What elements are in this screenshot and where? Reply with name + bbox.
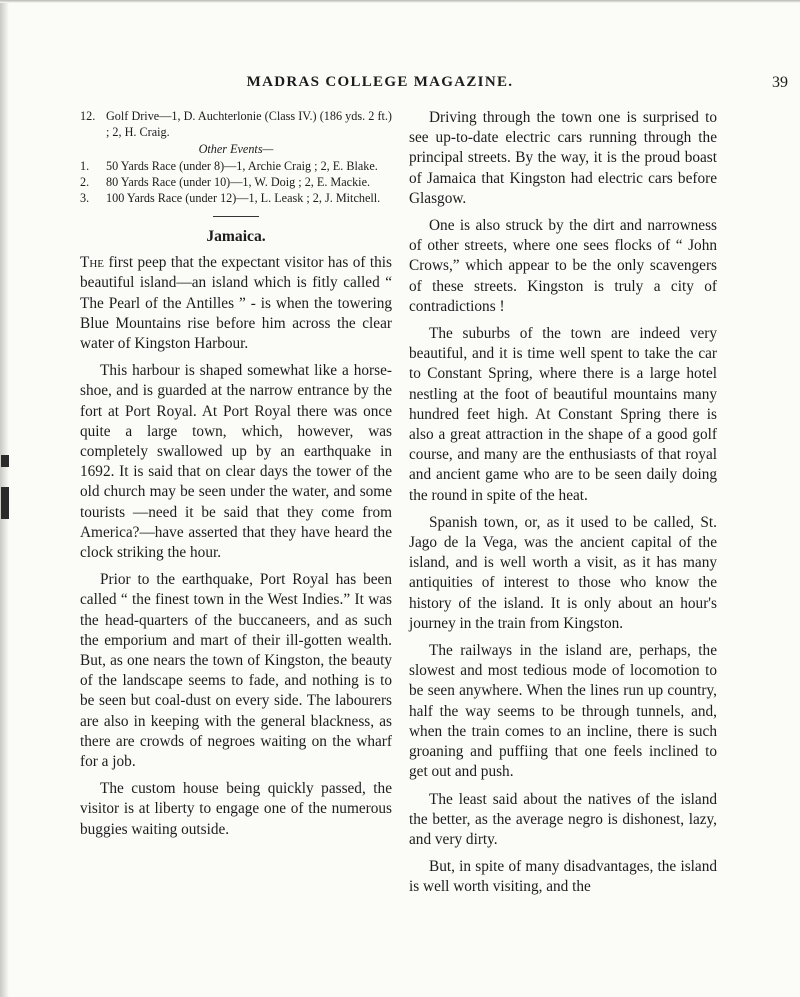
item-text: Golf Drive—1, D. Auchterlonie (Class IV.) (186 yds. 2 ft.) ; 2, H. Craig.	[106, 109, 392, 139]
page-number: 39	[772, 74, 788, 91]
item-number: 12.	[80, 109, 96, 123]
sports-result-item	[80, 174, 392, 190]
page-header	[80, 74, 796, 96]
paragraph: One is also struck by the dirt and narrowness of other streets, where one sees flocks of “ John Crows,” which appear to be the only scavengers of these streets. Kingston is truly a city of contradictions !	[409, 217, 717, 315]
section-divider	[213, 216, 259, 217]
other-events-heading: Other Events—	[198, 142, 274, 156]
opening-word: The	[80, 254, 105, 272]
paragraph: Spanish town, or, as it used to be called, St. Jago de la Vega, was the ancient capital of the island, and is well worth a visit, as it has many antiquities of interest to those who know the history of the island. It is only about an hour's journey in the train from Kingston.	[409, 513, 717, 632]
item-number: 2.	[80, 175, 90, 189]
paragraph: The least said about the natives of the island the better, as the average negro is dishonest, lazy, and very dirty.	[409, 790, 717, 848]
paragraph: Driving through the town one is surprised to see up-to-date electric cars running through the principal streets. By the way, it is the proud boast of Jamaica that Kingston had electric cars before Glasgow.	[409, 109, 717, 207]
sports-result-item	[80, 190, 392, 206]
article-title: Jamaica.	[206, 228, 266, 245]
page-top-edge	[0, 0, 800, 3]
item-number: 3.	[80, 191, 90, 205]
item-text: 80 Yards Race (under 10)—1, W. Doig ; 2, E. Mackie.	[106, 175, 371, 189]
sports-result-item	[80, 158, 392, 174]
sports-results	[80, 108, 392, 206]
item-text: 50 Yards Race (under 8)—1, Archie Craig ; 2, E. Blake.	[106, 159, 378, 173]
paragraph: This harbour is shaped somewhat like a horse-shoe, and is guarded at the narrow entrance by the fort at Port Royal. At Port Royal there was once quite a large town, which, however, was completely swallowed up by an earthquake in 1692. It is said that on clear days the tower of the old church may be seen under the water, and some tourists —need it be said that they come from America?—have asserted that they have heard the clock striking the hour.	[80, 362, 392, 562]
sports-result-item	[80, 108, 392, 140]
margin-mark	[1, 455, 9, 467]
margin-mark	[1, 487, 9, 519]
paragraph: The railways in the island are, perhaps, the slowest and most tedious mode of locomotion to be seen anywhere. When the lines run up country, half the way seems to be through tunnels, and, when the train comes to an incline, there is such groaning and puffiing that one feels inclined to get out and push.	[409, 642, 717, 781]
paragraph	[80, 253, 392, 354]
paragraph: But, in spite of many disadvantages, the island is well worth visiting, and the	[409, 858, 717, 896]
paragraph: The custom house being quickly passed, the visitor is at liberty to engage one of the numerous buggies waiting outside.	[80, 780, 392, 838]
running-title: MADRAS COLLEGE MAGAZINE.	[246, 74, 514, 90]
paragraph-text: first peep that the expectant visitor has of this beautiful island—an island which is fitly called “ The Pearl of the Antilles ” - is when the towering Blue Mountains rise before him across the clear water of Kingston Harbour.	[80, 254, 392, 353]
item-text: 100 Yards Race (under 12)—1, L. Leask ; 2, J. Mitchell.	[106, 191, 381, 205]
item-number: 1.	[80, 159, 90, 173]
left-column	[80, 108, 392, 847]
paragraph: Prior to the earthquake, Port Royal has been called “ the finest town in the West Indies.” It was the head-quarters of the buccaneers, and as such the emporium and mart of their ill-gotten wealth. But, as one nears the town of Kingston, the beauty of the landscape seems to fade, and nothing is to be seen but coal-dust on every side. The labourers are also in keeping with the general blackness, as there are crowds of negroes waiting on the wharf for a job.	[80, 571, 392, 771]
paragraph: The suburbs of the town are indeed very beautiful, and it is time well spent to take the car to Constant Spring, where there is a large hotel nestling at the foot of beautiful mountains many hundred feet high. At Constant Spring there is also a great attraction in the shape of a good golf course, and many are the enthusiasts of that royal and ancient game who are to be seen daily doing the round in spite of the heat.	[409, 325, 717, 504]
right-column	[409, 108, 717, 905]
